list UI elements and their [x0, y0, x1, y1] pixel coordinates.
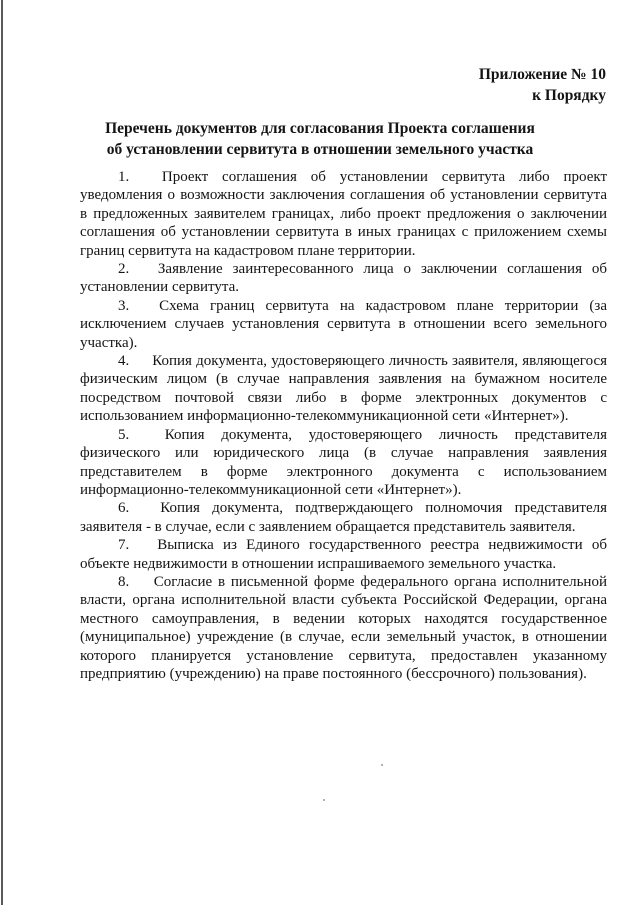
item-number: 6. — [118, 500, 130, 517]
list-item — [80, 426, 607, 500]
appendix-number: Приложение № 10 — [478, 66, 606, 83]
list-item — [80, 499, 607, 536]
list-item — [80, 352, 607, 426]
item-text: Проект соглашения об установлении сервитута либо проект уведомления о возможности заключения соглашения об установлении сервитута в предложенных заявителем границах, либо проект предложения о заключении соглашения об установлении сервитута в иных границах с приложением схемы границ сервитута на кадастровом плане территории. — [80, 169, 608, 259]
document-list — [80, 168, 607, 683]
scan-speck — [323, 799, 325, 801]
appendix-header — [479, 64, 606, 106]
appendix-reference: к Порядку — [532, 87, 606, 104]
title-line-2: об установлении сервитута в отношении земельного участка — [106, 141, 534, 158]
item-number: 8. — [118, 573, 130, 590]
scan-edge — [1, 0, 3, 905]
item-text: Копия документа, удостоверяющего личность представителя физического или юридического лица (в случае направления заявления представителем в форме электронного документа с использованием информационно-телекоммуникационной сети «Интернет»). — [80, 426, 607, 498]
item-text: Выписка из Единого государственного реестра недвижимости об объекте недвижимости в отношении испрашиваемого земельного участка. — [80, 537, 607, 572]
list-item — [80, 260, 607, 297]
item-text: Копия документа, подтверждающего полномочия представителя заявителя - в случае, если с заявлением обращается представитель заявителя. — [80, 500, 607, 535]
item-number: 2. — [118, 261, 130, 278]
item-text: Схема границ сервитута на кадастровом плане территории (за исключением случаев установления сервитута в отношении всего земельного участка). — [80, 297, 608, 351]
list-item — [80, 573, 607, 683]
title-line-1: Перечень документов для согласования Проекта соглашения — [105, 120, 535, 137]
list-item — [80, 168, 607, 260]
item-text: Копия документа, удостоверяющего личность заявителя, являющегося физическим лицом (в случае направления заявления на бумажном носителе посредством почтовой связи либо в форме электронных документов с использованием информационно-телекоммуникационной сети «Интернет»). — [80, 353, 608, 425]
item-text: Заявление заинтересованного лица о заключении соглашения об установлении сервитута. — [80, 261, 608, 296]
list-item — [80, 536, 607, 573]
list-item — [80, 297, 607, 352]
item-number: 5. — [118, 426, 130, 443]
scan-speck — [381, 764, 383, 766]
item-number: 7. — [118, 537, 130, 554]
document-title — [80, 118, 560, 160]
item-number: 4. — [118, 353, 130, 370]
item-number: 3. — [118, 297, 130, 314]
item-text: Согласие в письменной форме федерального органа исполнительной власти, органа исполнительной власти субъекта Российской Федерации, органа местного самоуправления, в ведении которых находятся государственное (муниципальное) учреждение (в случае, если земельный участок, в отношении которого планируется установление сервитута, предоставлен указанному предприятию (учреждению) на праве постоянного (бессрочного) пользования). — [80, 573, 607, 682]
item-number: 1. — [118, 169, 130, 185]
